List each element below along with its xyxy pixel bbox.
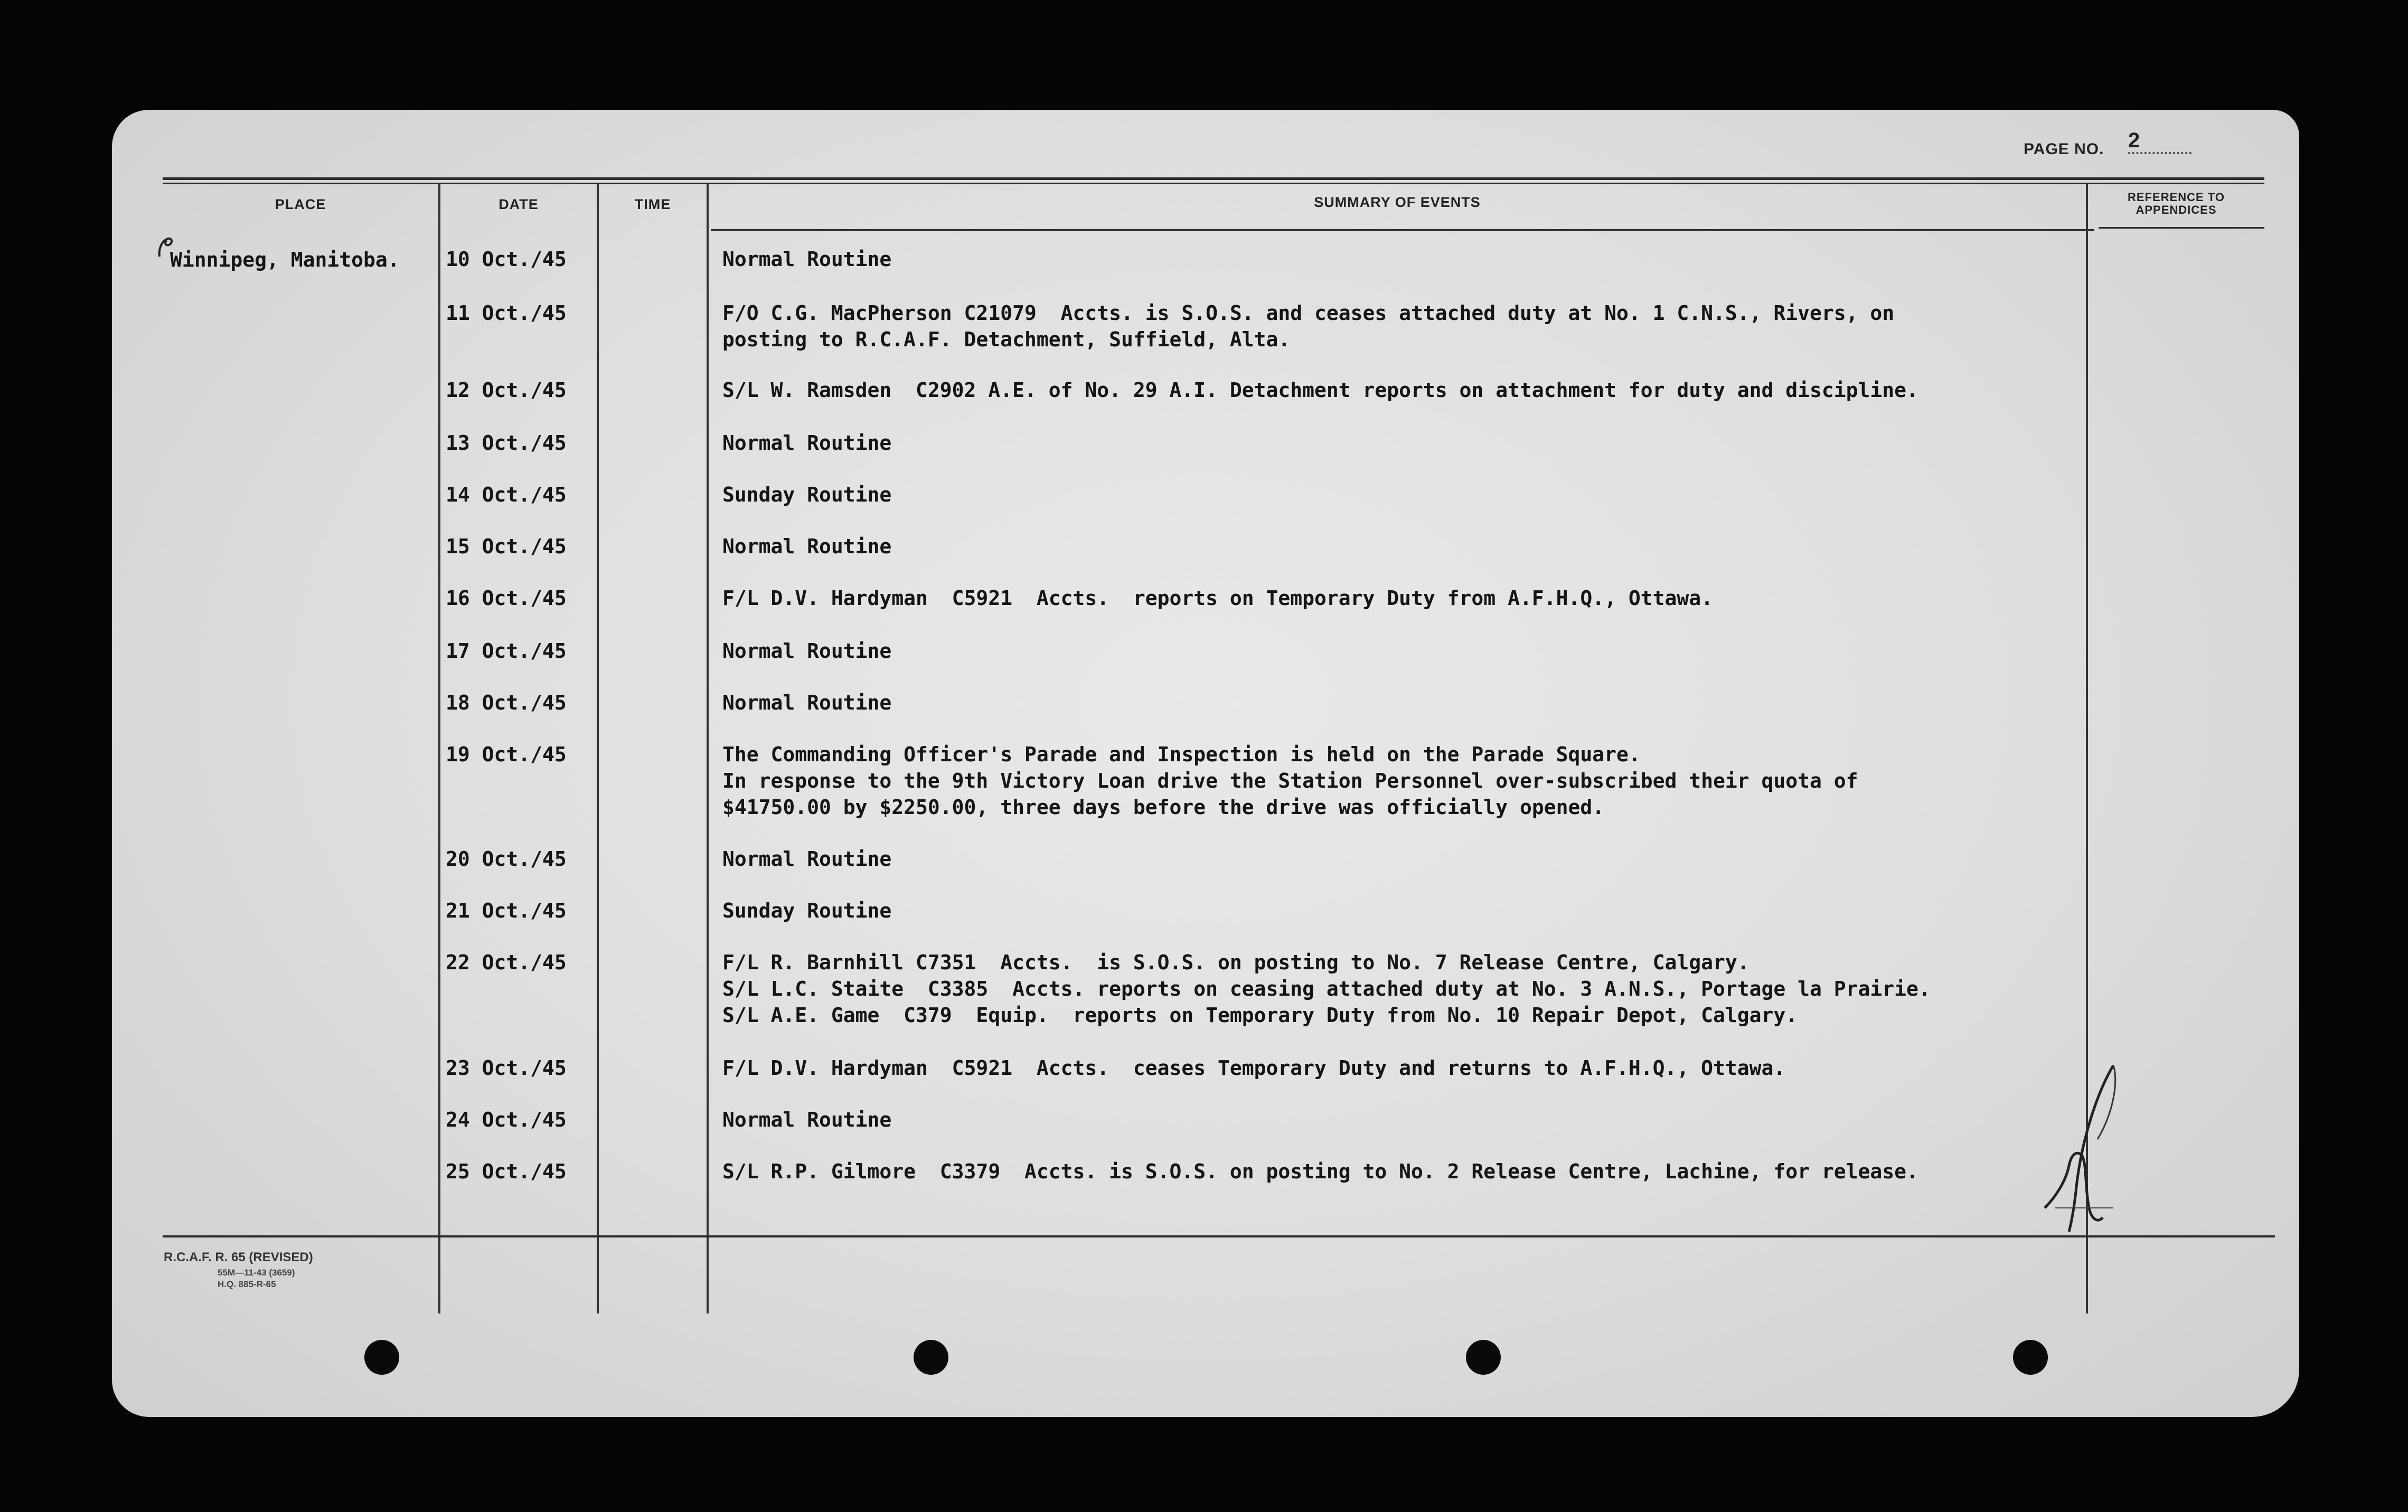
entry-date: 13 Oct./45 — [446, 431, 567, 455]
column-divider-date — [597, 184, 599, 1313]
entry-summary-line: In response to the 9th Victory Loan drive the Station Personnel over-subscribed their quota of — [722, 769, 1858, 792]
header-reference-line2: APPENDICES — [2136, 203, 2217, 216]
entry-date: 15 Oct./45 — [446, 535, 567, 558]
entry-summary-line: The Commanding Officer's Parade and Inspection is held on the Parade Square. — [722, 743, 1641, 766]
entry-date: 11 Oct./45 — [446, 301, 567, 325]
entry-summary-line: F/L D.V. Hardyman C5921 Accts. reports on Temporary Duty from A.F.H.Q., Ottawa. — [722, 587, 1713, 610]
entry-summary-line: Normal Routine — [722, 691, 892, 714]
binder-hole-2 — [914, 1340, 948, 1375]
page-number-underline — [2128, 152, 2191, 154]
entry-summary-line: S/L W. Ramsden C2902 A.E. of No. 29 A.I. Detachment reports on attachment for duty and discipline. — [722, 379, 1918, 402]
entry-date: 10 Oct./45 — [446, 248, 567, 271]
entry-date: 17 Oct./45 — [446, 639, 567, 663]
entry-summary-line: Sunday Routine — [722, 483, 892, 506]
entry-summary-line: Normal Routine — [722, 431, 892, 455]
entry-date: 20 Oct./45 — [446, 847, 567, 871]
entry-summary-line: Normal Routine — [722, 1108, 892, 1131]
header-summary: SUMMARY OF EVENTS — [1314, 194, 1481, 210]
document-page — [112, 110, 2299, 1417]
signature-initials — [2034, 1050, 2129, 1240]
entry-summary-line: S/L L.C. Staite C3385 Accts. reports on ceasing attached duty at No. 3 A.N.S., Portage la Prairie. — [722, 977, 1931, 1000]
header-place: PLACE — [275, 196, 326, 212]
entry-date: 25 Oct./45 — [446, 1160, 567, 1183]
bottom-rule — [163, 1235, 2275, 1237]
entry-summary-line: Normal Routine — [722, 248, 892, 271]
page-number-label: PAGE NO. — [2024, 140, 2104, 158]
header-time: TIME — [634, 196, 671, 212]
column-divider-place — [438, 184, 440, 1313]
entry-summary-line: S/L R.P. Gilmore C3379 Accts. is S.O.S. on posting to No. 2 Release Centre, Lachine, for release. — [722, 1160, 1918, 1183]
entry-date: 14 Oct./45 — [446, 483, 567, 506]
binder-hole-1 — [364, 1340, 399, 1375]
entry-date: 16 Oct./45 — [446, 587, 567, 610]
entry-date: 19 Oct./45 — [446, 743, 567, 766]
entry-summary-line: Normal Routine — [722, 535, 892, 558]
header-bottom-rule — [711, 229, 2094, 231]
entry-date: 24 Oct./45 — [446, 1108, 567, 1131]
entry-date: 22 Oct./45 — [446, 951, 567, 974]
entry-summary-line: $41750.00 by $2250.00, three days before the drive was officially opened. — [722, 796, 1605, 819]
entry-summary-line: F/L D.V. Hardyman C5921 Accts. ceases Temporary Duty and returns to A.F.H.Q., Ottawa. — [722, 1056, 1786, 1080]
entry-summary-line: Sunday Routine — [722, 899, 892, 922]
entry-summary-line: S/L A.E. Game C379 Equip. reports on Temporary Duty from No. 10 Repair Depot, Calgary. — [722, 1004, 1798, 1027]
form-print-code-line1: 55M—11-43 (3659) — [218, 1268, 295, 1278]
entry-date: 21 Oct./45 — [446, 899, 567, 922]
binder-hole-3 — [1466, 1340, 1501, 1375]
form-print-code — [218, 1267, 295, 1290]
header-reference — [2088, 191, 2264, 216]
binder-hole-4 — [2013, 1340, 2048, 1375]
entry-summary-line: F/O C.G. MacPherson C21079 Accts. is S.O.S. and ceases attached duty at No. 1 C.N.S., Rivers, on — [722, 301, 1895, 325]
form-identifier: R.C.A.F. R. 65 (REVISED) — [164, 1250, 313, 1264]
page-number-value: 2 — [2128, 129, 2140, 152]
column-divider-time — [707, 184, 709, 1313]
form-print-code-line2: H.Q. 885-R-65 — [218, 1279, 276, 1289]
top-rule — [163, 177, 2264, 180]
entry-summary-line: F/L R. Barnhill C7351 Accts. is S.O.S. on posting to No. 7 Release Centre, Calgary. — [722, 951, 1749, 974]
entry-date: 12 Oct./45 — [446, 379, 567, 402]
header-reference-line1: REFERENCE TO — [2128, 191, 2225, 204]
appendix-header-rule — [2099, 227, 2264, 229]
top-rule-thin — [163, 183, 2264, 184]
entry-summary-line: posting to R.C.A.F. Detachment, Suffield, Alta. — [722, 328, 1291, 351]
header-date: DATE — [498, 196, 539, 212]
entry-date: 18 Oct./45 — [446, 691, 567, 714]
place-value: Winnipeg, Manitoba. — [170, 248, 400, 271]
entry-date: 23 Oct./45 — [446, 1056, 567, 1080]
entry-summary-line: Normal Routine — [722, 847, 892, 871]
entry-summary-line: Normal Routine — [722, 639, 892, 663]
